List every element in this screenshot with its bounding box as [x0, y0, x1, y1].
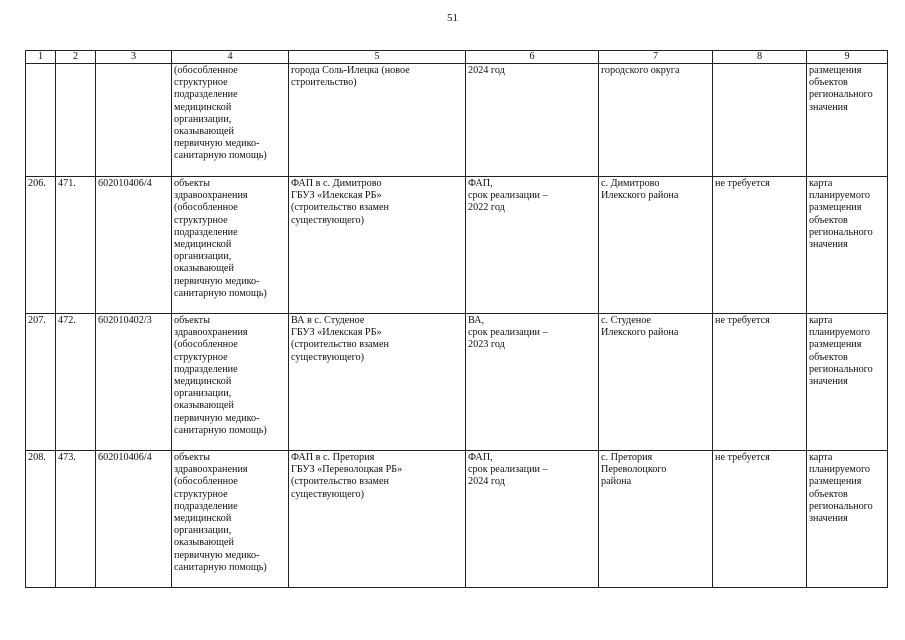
table-cell [56, 64, 96, 177]
table-cell: карта планируемого размещения объектов регионального значения [807, 177, 888, 314]
header-row [26, 51, 888, 64]
table-cell: 2024 год [466, 64, 599, 177]
column-header: 7 [599, 51, 713, 64]
table-cell: ФАП, срок реализации – 2022 год [466, 177, 599, 314]
table-cell: ВА, срок реализации – 2023 год [466, 314, 599, 451]
table-cell: ВА в с. Студеное ГБУЗ «Илекская РБ» (строительство взамен существующего) [289, 314, 466, 451]
table-cell: 602010406/4 [96, 451, 172, 588]
table-cell: 472. [56, 314, 96, 451]
column-header: 6 [466, 51, 599, 64]
table-cell: ФАП, срок реализации – 2024 год [466, 451, 599, 588]
column-header: 9 [807, 51, 888, 64]
table-cell: не требуется [713, 451, 807, 588]
table-cell: не требуется [713, 314, 807, 451]
table-row [26, 177, 888, 314]
table-cell: карта планируемого размещения объектов регионального значения [807, 314, 888, 451]
table-cell: города Соль-Илецка (новое строительство) [289, 64, 466, 177]
table-cell: 602010406/4 [96, 177, 172, 314]
table-cell: 207. [26, 314, 56, 451]
document-table [25, 50, 888, 588]
column-header: 4 [172, 51, 289, 64]
table-cell: ФАП в с. Претория ГБУЗ «Переволоцкая РБ» (строительство взамен существующего) [289, 451, 466, 588]
table-cell: карта планируемого размещения объектов регионального значения [807, 451, 888, 588]
column-header: 5 [289, 51, 466, 64]
table-cell: ФАП в с. Димитрово ГБУЗ «Илекская РБ» (строительство взамен существующего) [289, 177, 466, 314]
table-cell: с. Претория Переволоцкого района [599, 451, 713, 588]
column-header: 8 [713, 51, 807, 64]
table-cell: (обособленное структурное подразделение медицинской организации, оказывающей первичную медико- санитарную помощь) [172, 64, 289, 177]
table-cell: 473. [56, 451, 96, 588]
table-cell: с. Студеное Илекского района [599, 314, 713, 451]
table-row [26, 451, 888, 588]
table-cell: не требуется [713, 177, 807, 314]
table-cell: размещения объектов регионального значения [807, 64, 888, 177]
table-cell: объекты здравоохранения (обособленное структурное подразделение медицинской организации, оказывающей первичную медико- санитарную помощь) [172, 177, 289, 314]
table-cell: объекты здравоохранения (обособленное структурное подразделение медицинской организации, оказывающей первичную медико- санитарную помощь) [172, 451, 289, 588]
table-cell: объекты здравоохранения (обособленное структурное подразделение медицинской организации, оказывающей первичную медико- санитарную помощь) [172, 314, 289, 451]
column-header: 2 [56, 51, 96, 64]
table-row [26, 314, 888, 451]
page-number: 51 [447, 12, 458, 24]
table-cell: 602010402/3 [96, 314, 172, 451]
column-header: 3 [96, 51, 172, 64]
table-cell: 206. [26, 177, 56, 314]
table-cell [26, 64, 56, 177]
table-cell [713, 64, 807, 177]
table-cell: с. Димитрово Илекского района [599, 177, 713, 314]
table-cell: 471. [56, 177, 96, 314]
table-row [26, 64, 888, 177]
table-cell [96, 64, 172, 177]
table-cell: городского округа [599, 64, 713, 177]
column-header: 1 [26, 51, 56, 64]
table-cell: 208. [26, 451, 56, 588]
